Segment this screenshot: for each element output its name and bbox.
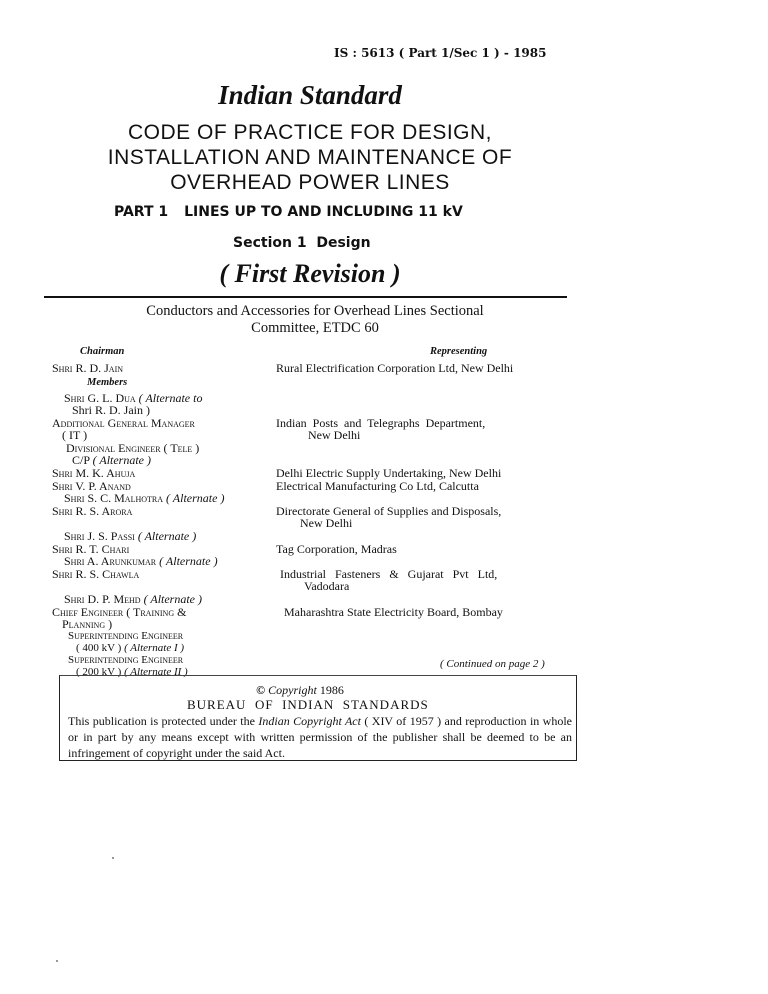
- member-name-chawla: Shri R. S. Chawla: [52, 567, 140, 581]
- member-org-chawla-2: Vadodara: [304, 579, 350, 593]
- scan-speck: [56, 960, 58, 962]
- revision-label: ( First Revision ): [219, 259, 401, 288]
- member-alt-arunkumar: ( Alternate ): [159, 554, 218, 568]
- standard-label: Indian Standard: [218, 80, 402, 110]
- notice-act: Indian Copyright Act: [258, 714, 361, 728]
- member-name-chari: Shri R. T. Chari: [52, 542, 130, 556]
- member-name-se2: Superintending Engineer: [68, 654, 184, 666]
- scan-speck: [112, 857, 114, 859]
- title-line-3: OVERHEAD POWER LINES: [170, 171, 450, 194]
- member-name-arora: Shri R. S. Arora: [52, 504, 133, 518]
- member-name-ce-2: Planning ): [62, 617, 113, 631]
- section-subject: Design: [316, 235, 371, 251]
- member-alt-mehd: ( Alternate ): [143, 592, 203, 606]
- member-org-arora: Directorate General of Supplies and Disposals,: [276, 504, 502, 518]
- copyright-icon: ©: [256, 683, 266, 697]
- member-name-se1: Superintending Engineer: [68, 630, 184, 642]
- member-org-chari: Tag Corporation, Madras: [276, 542, 397, 556]
- committee-line-2: Committee, ETDC 60: [251, 320, 379, 336]
- member-alt-se2: ( Alternate II ): [124, 666, 188, 678]
- member-org-jain: Rural Electrification Corporation Ltd, New Delhi: [276, 361, 514, 375]
- member-name-mehd: Shri D. P. Mehd: [64, 592, 141, 606]
- member-alt-dua: ( Alternate to: [138, 391, 203, 405]
- notice-part-1: This publication is protected under the: [68, 714, 255, 728]
- member-name-anand: Shri V. P. Anand: [52, 479, 131, 493]
- section-heading: [233, 235, 371, 251]
- copyright-line: [0, 683, 600, 698]
- member-name-se2-2: ( 200 kV ): [76, 666, 122, 678]
- member-name-malhotra: Shri S. C. Malhotra: [64, 491, 164, 505]
- member-name-passi: Shri J. S. Passi: [64, 529, 135, 543]
- member-name-ahuja: Shri M. K. Ahuja: [52, 466, 136, 480]
- member-name-arunkumar: Shri A. Arunkumar: [64, 554, 157, 568]
- member-org-agm: Indian Posts and Telegraphs Department,: [276, 416, 486, 430]
- member-name-se1-2: ( 400 kV ): [76, 642, 122, 654]
- member-alt-de: ( Alternate ): [92, 453, 152, 467]
- member-name-de: Divisional Engineer ( Tele ): [66, 441, 200, 455]
- member-name-de-2: C/P: [72, 453, 90, 467]
- copyright-notice: [68, 713, 572, 761]
- member-org-anand: Electrical Manufacturing Co Ltd, Calcutta: [276, 479, 479, 493]
- member-name-agm-2: ( IT ): [62, 428, 88, 442]
- committee-line-1: Conductors and Accessories for Overhead Lines Sectional: [146, 303, 484, 319]
- member-org-arora-2: New Delhi: [300, 516, 353, 530]
- member-org-chawla: Industrial Fasteners & Gujarat Pvt Ltd,: [280, 567, 498, 581]
- member-name-ce: Chief Engineer ( Training &: [52, 605, 187, 619]
- member-alt-passi: ( Alternate ): [137, 529, 197, 543]
- continued-note: ( Continued on page 2 ): [440, 658, 545, 670]
- part-label: PART 1: [114, 204, 169, 220]
- title-line-1: CODE OF PRACTICE FOR DESIGN,: [127, 121, 493, 144]
- chairman-heading: Chairman: [80, 346, 125, 357]
- members-heading: Members: [87, 377, 128, 388]
- member-org-ahuja: Delhi Electric Supply Undertaking, New Delhi: [276, 466, 502, 480]
- member-alt-se1: ( Alternate I ): [124, 642, 185, 654]
- title-line-2: INSTALLATION AND MAINTENANCE OF: [107, 146, 513, 169]
- representing-heading: Representing: [430, 346, 488, 357]
- copyright-year: 1986: [319, 683, 344, 697]
- member-name-agm: Additional General Manager: [52, 416, 195, 430]
- member-alt-malhotra: ( Alternate ): [166, 491, 225, 505]
- member-name-dua: Shri G. L. Dua: [64, 391, 136, 405]
- member-name-jain: Shri R. D. Jain: [52, 361, 124, 375]
- document-title: [0, 120, 620, 195]
- member-org-agm-2: New Delhi: [308, 428, 361, 442]
- standard-number: IS : 5613 ( Part 1/Sec 1 ) - 1985: [334, 46, 547, 60]
- publisher-name: BUREAU OF INDIAN STANDARDS: [187, 697, 429, 712]
- section-label: Section 1: [233, 235, 307, 251]
- part-heading: [114, 204, 463, 220]
- notice-part-2: ( XIV of 1957 ) and reproduction in whole or in part by any means except with written permission of the publisher shall be deemed to be an infringement of copyright under the said Act.: [68, 714, 573, 760]
- member-alt-dua-2: Shri R. D. Jain ): [72, 403, 150, 417]
- part-subject: LINES UP TO AND INCLUDING 11 kV: [184, 204, 463, 220]
- horizontal-rule: [44, 296, 567, 298]
- member-org-ce: Maharashtra State Electricity Board, Bombay: [284, 605, 503, 619]
- copyright-label: Copyright: [268, 683, 317, 697]
- committee-name: [100, 303, 530, 337]
